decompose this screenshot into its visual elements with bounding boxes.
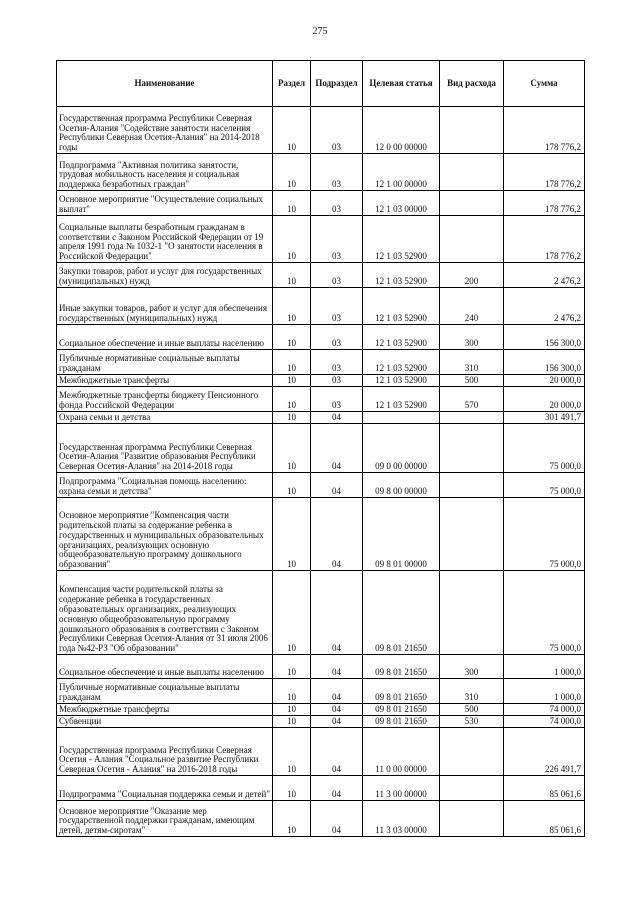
cell-razdel: 10 xyxy=(273,473,311,498)
cell-vid xyxy=(440,473,504,498)
cell-summa: 2 476,2 xyxy=(504,288,585,325)
cell-vid xyxy=(440,154,504,191)
cell-statya: 12 1 03 52900 xyxy=(363,387,440,412)
cell-summa: 178 776,2 xyxy=(504,107,585,154)
cell-name: Социальное обеспечение и иные выплаты населению xyxy=(57,655,273,679)
table-row xyxy=(57,375,585,387)
cell-name: Межбюджетные трансферты бюджету Пенсионного фонда Российской Федерации xyxy=(57,387,273,412)
cell-vid: 310 xyxy=(440,350,504,375)
cell-summa: 1 000,0 xyxy=(504,679,585,704)
cell-name: Охрана семьи и детства xyxy=(57,412,273,424)
table-row xyxy=(57,154,585,191)
cell-statya: 09 8 01 21650 xyxy=(363,679,440,704)
cell-podrazdel: 04 xyxy=(311,704,363,716)
cell-razdel: 10 xyxy=(273,375,311,387)
cell-statya: 12 1 03 52900 xyxy=(363,288,440,325)
cell-vid: 240 xyxy=(440,288,504,325)
cell-summa: 178 776,2 xyxy=(504,191,585,216)
cell-summa: 75 000,0 xyxy=(504,498,585,571)
header-statya: Целевая статья xyxy=(363,61,440,107)
cell-razdel: 10 xyxy=(273,412,311,424)
table-row xyxy=(57,263,585,288)
table-row xyxy=(57,776,585,801)
cell-razdel: 10 xyxy=(273,387,311,412)
cell-podrazdel: 04 xyxy=(311,728,363,776)
table-row xyxy=(57,387,585,412)
cell-statya: 12 0 00 00000 xyxy=(363,107,440,154)
cell-razdel: 10 xyxy=(273,776,311,801)
cell-podrazdel: 03 xyxy=(311,325,363,350)
cell-summa: 85 061,6 xyxy=(504,776,585,801)
cell-podrazdel: 03 xyxy=(311,350,363,375)
cell-name: Публичные нормативные социальные выплаты гражданам xyxy=(57,350,273,375)
cell-statya: 09 8 01 00000 xyxy=(363,498,440,571)
cell-summa: 178 776,2 xyxy=(504,216,585,263)
cell-podrazdel: 03 xyxy=(311,263,363,288)
header-name: Наименование xyxy=(57,61,273,107)
cell-name: Межбюджетные трансферты xyxy=(57,704,273,716)
cell-vid: 530 xyxy=(440,716,504,728)
table-header-row xyxy=(57,61,585,107)
cell-summa: 301 491,7 xyxy=(504,412,585,424)
cell-podrazdel: 04 xyxy=(311,679,363,704)
table-row xyxy=(57,571,585,655)
cell-statya xyxy=(363,412,440,424)
cell-vid: 570 xyxy=(440,387,504,412)
cell-statya: 11 3 00 00000 xyxy=(363,776,440,801)
cell-vid xyxy=(440,216,504,263)
cell-summa: 20 000,0 xyxy=(504,387,585,412)
cell-podrazdel: 04 xyxy=(311,412,363,424)
budget-table xyxy=(56,60,585,837)
table-row xyxy=(57,412,585,424)
cell-razdel: 10 xyxy=(273,704,311,716)
table-row xyxy=(57,288,585,325)
cell-name: Иные закупки товаров, работ и услуг для обеспечения государственных (муниципальных) нужд xyxy=(57,288,273,325)
cell-statya: 09 8 01 21650 xyxy=(363,704,440,716)
table-row xyxy=(57,498,585,571)
cell-name: Подпрограмма "Социальная помощь населению: охрана семьи и детства" xyxy=(57,473,273,498)
cell-name: Публичные нормативные социальные выплаты гражданам xyxy=(57,679,273,704)
cell-name: Подпрограмма "Социальная поддержка семьи и детей" xyxy=(57,776,273,801)
cell-podrazdel: 03 xyxy=(311,107,363,154)
cell-razdel: 10 xyxy=(273,107,311,154)
cell-razdel: 10 xyxy=(273,728,311,776)
cell-statya: 09 8 01 21650 xyxy=(363,655,440,679)
cell-vid: 300 xyxy=(440,325,504,350)
cell-vid xyxy=(440,424,504,473)
cell-razdel: 10 xyxy=(273,424,311,473)
header-razdel: Раздел xyxy=(273,61,311,107)
table-row xyxy=(57,473,585,498)
table-row xyxy=(57,107,585,154)
cell-name: Основное мероприятие "Оказание мер государственной поддержки гражданам, имеющим детей, детям-сиротам" xyxy=(57,801,273,837)
table-row xyxy=(57,325,585,350)
cell-podrazdel: 03 xyxy=(311,154,363,191)
cell-razdel: 10 xyxy=(273,571,311,655)
cell-vid xyxy=(440,571,504,655)
cell-statya: 12 1 03 52900 xyxy=(363,325,440,350)
cell-podrazdel: 03 xyxy=(311,191,363,216)
cell-razdel: 10 xyxy=(273,350,311,375)
cell-razdel: 10 xyxy=(273,325,311,350)
cell-name: Компенсация части родительской платы за содержание ребенка в государственных образовательных организациях, реализующих основную общеобразовательную программу дошкольного образования в соответствии с Законом Республики Северная Осетия-Алания от 31 июля 2006 года №42-РЗ "Об образовании" xyxy=(57,571,273,655)
cell-podrazdel: 04 xyxy=(311,473,363,498)
cell-name: Государственная программа Республики Северная Осетия - Алания "Социальное развитие Республики Северная Осетия - Алания" на 2016-2018 годы xyxy=(57,728,273,776)
cell-razdel: 10 xyxy=(273,288,311,325)
cell-vid xyxy=(440,776,504,801)
table-row xyxy=(57,716,585,728)
header-summa: Сумма xyxy=(504,61,585,107)
cell-statya: 09 0 00 00000 xyxy=(363,424,440,473)
cell-podrazdel: 03 xyxy=(311,387,363,412)
cell-vid xyxy=(440,728,504,776)
page-number: 275 xyxy=(312,26,328,37)
budget-table-container xyxy=(56,60,584,837)
cell-podrazdel: 03 xyxy=(311,216,363,263)
cell-statya: 12 1 00 00000 xyxy=(363,154,440,191)
table-row xyxy=(57,350,585,375)
cell-razdel: 10 xyxy=(273,655,311,679)
cell-razdel: 10 xyxy=(273,801,311,837)
cell-summa: 74 000,0 xyxy=(504,704,585,716)
cell-name: Социальное обеспечение и иные выплаты населению xyxy=(57,325,273,350)
cell-summa: 75 000,0 xyxy=(504,473,585,498)
cell-summa: 226 491,7 xyxy=(504,728,585,776)
cell-summa: 85 061,6 xyxy=(504,801,585,837)
cell-razdel: 10 xyxy=(273,679,311,704)
cell-statya: 12 1 03 52900 xyxy=(363,350,440,375)
cell-statya: 09 8 01 21650 xyxy=(363,716,440,728)
cell-vid: 300 xyxy=(440,655,504,679)
cell-vid: 500 xyxy=(440,375,504,387)
table-row xyxy=(57,704,585,716)
table-row xyxy=(57,655,585,679)
table-row xyxy=(57,191,585,216)
cell-podrazdel: 04 xyxy=(311,571,363,655)
cell-razdel: 10 xyxy=(273,191,311,216)
cell-name: Социальные выплаты безработным гражданам в соответствии с Законом Российской Федерации от 19 апреля 1991 года № 1032-1 "О занятости населения в Российской Федерации" xyxy=(57,216,273,263)
cell-podrazdel: 04 xyxy=(311,801,363,837)
cell-statya: 12 1 03 00000 xyxy=(363,191,440,216)
cell-razdel: 10 xyxy=(273,154,311,191)
cell-vid: 200 xyxy=(440,263,504,288)
cell-vid xyxy=(440,107,504,154)
cell-name: Субвенции xyxy=(57,716,273,728)
cell-statya: 09 8 00 00000 xyxy=(363,473,440,498)
cell-vid xyxy=(440,801,504,837)
cell-statya: 12 1 03 52900 xyxy=(363,216,440,263)
cell-summa: 1 000,0 xyxy=(504,655,585,679)
cell-vid: 500 xyxy=(440,704,504,716)
cell-vid: 310 xyxy=(440,679,504,704)
cell-summa: 156 300,0 xyxy=(504,350,585,375)
cell-vid xyxy=(440,498,504,571)
cell-summa: 178 776,2 xyxy=(504,154,585,191)
cell-statya: 09 8 01 21650 xyxy=(363,571,440,655)
cell-summa: 74 000,0 xyxy=(504,716,585,728)
cell-name: Государственная программа Республики Северная Осетия-Алания "Развитие образования Республики Северная Осетия-Алания" на 2014-2018 годы xyxy=(57,424,273,473)
header-podrazdel: Подраздел xyxy=(311,61,363,107)
cell-summa: 156 300,0 xyxy=(504,325,585,350)
cell-podrazdel: 04 xyxy=(311,776,363,801)
cell-summa: 75 000,0 xyxy=(504,571,585,655)
cell-name: Основное мероприятие "Компенсация части родительской платы за содержание ребенка в государственных и муниципальных образовательных организациях, реализующих основную общеобразовательную программу дошкольного образования" xyxy=(57,498,273,571)
table-body xyxy=(57,107,585,837)
table-row xyxy=(57,679,585,704)
cell-razdel: 10 xyxy=(273,498,311,571)
cell-summa: 75 000,0 xyxy=(504,424,585,473)
cell-razdel: 10 xyxy=(273,216,311,263)
cell-podrazdel: 04 xyxy=(311,424,363,473)
cell-vid xyxy=(440,191,504,216)
cell-summa: 20 000,0 xyxy=(504,375,585,387)
cell-name: Основное мероприятие "Осуществление социальных выплат" xyxy=(57,191,273,216)
cell-razdel: 10 xyxy=(273,263,311,288)
cell-name: Подпрограмма "Активная политика занятости, трудовая мобильность населения и социальная поддержка безработных граждан" xyxy=(57,154,273,191)
cell-statya: 12 1 03 52900 xyxy=(363,263,440,288)
cell-name: Межбюджетные трансферты xyxy=(57,375,273,387)
cell-statya: 12 1 03 52900 xyxy=(363,375,440,387)
cell-name: Государственная программа Республики Северная Осетия-Алания "Содействие занятости населения Республики Северная Осетия-Алания" на 2014-2018 годы xyxy=(57,107,273,154)
cell-podrazdel: 03 xyxy=(311,288,363,325)
table-row xyxy=(57,728,585,776)
cell-statya: 11 0 00 00000 xyxy=(363,728,440,776)
cell-statya: 11 3 03 00000 xyxy=(363,801,440,837)
table-row xyxy=(57,216,585,263)
header-vid: Вид расхода xyxy=(440,61,504,107)
cell-razdel: 10 xyxy=(273,716,311,728)
cell-podrazdel: 04 xyxy=(311,498,363,571)
cell-vid xyxy=(440,412,504,424)
cell-podrazdel: 04 xyxy=(311,716,363,728)
cell-name: Закупки товаров, работ и услуг для государственных (муниципальных) нужд xyxy=(57,263,273,288)
table-row xyxy=(57,424,585,473)
cell-summa: 2 476,2 xyxy=(504,263,585,288)
cell-podrazdel: 04 xyxy=(311,655,363,679)
cell-podrazdel: 03 xyxy=(311,375,363,387)
table-row xyxy=(57,801,585,837)
